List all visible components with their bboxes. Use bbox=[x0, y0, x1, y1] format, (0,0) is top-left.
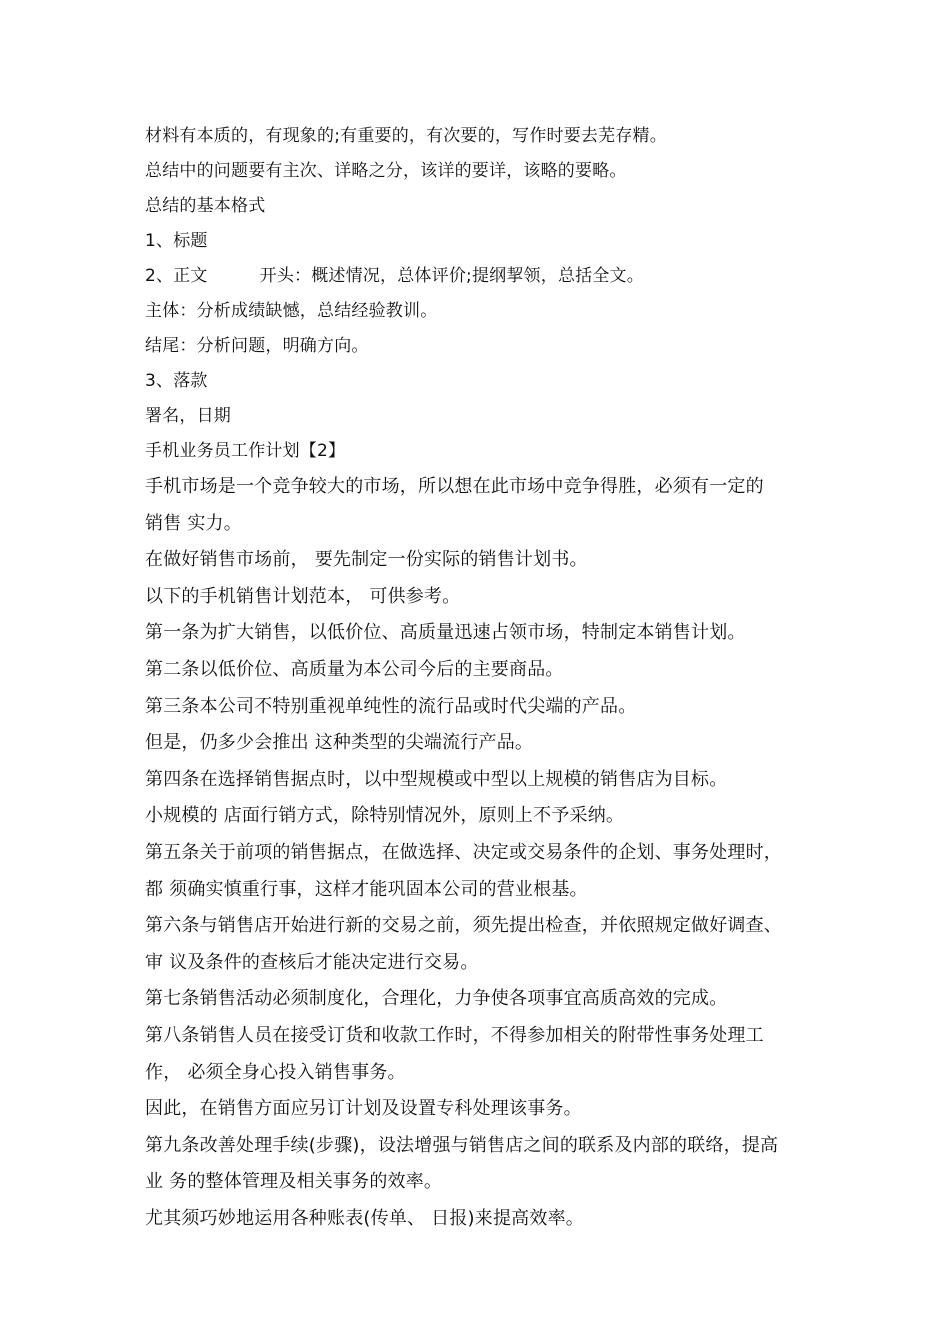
article-line: 第三条本公司不特别重视单纯性的流行品或时代尖端的产品。 bbox=[145, 695, 637, 717]
list-item-title: 1、标题 bbox=[145, 231, 208, 251]
article-line: 第四条在选择销售据点时，以中型规模或中型以上规模的销售店为目标。 bbox=[145, 768, 728, 790]
section-title: 手机业务员工作计划【2】 bbox=[145, 441, 346, 461]
paragraph-line: 署名，日期 bbox=[145, 406, 231, 426]
paragraph-line: 作， 必须全身心投入销售事务。 bbox=[145, 1061, 406, 1083]
list-item-label: 2、正文 bbox=[145, 266, 208, 286]
article-line: 第二条以低价位、高质量为本公司今后的主要商品。 bbox=[145, 658, 564, 680]
paragraph-line: 在做好销售市场前， 要先制定一份实际的销售计划书。 bbox=[145, 549, 588, 571]
list-item-signature: 3、落款 bbox=[145, 371, 208, 391]
paragraph-line: 材料有本质的，有现象的;有重要的，有次要的，写作时要去芜存精。 bbox=[145, 126, 667, 146]
paragraph-line: 以下的手机销售计划范本， 可供参考。 bbox=[145, 585, 461, 607]
article-line: 第五条关于前项的销售据点，在做选择、决定或交易条件的企划、事务处理时， bbox=[145, 841, 782, 863]
list-item-text: 开头：概述情况，总体评价;提纲挈领，总括全文。 bbox=[259, 266, 644, 286]
paragraph-line: 销售 实力。 bbox=[145, 512, 242, 534]
paragraph-line: 手机市场是一个竞争较大的市场，所以想在此市场中竞争得胜，必须有一定的 bbox=[145, 476, 764, 497]
paragraph-line: 小规模的 店面行销方式，除特别情况外，原则上不予采纳。 bbox=[145, 805, 625, 827]
article-line: 第七条销售活动必须制度化，合理化，力争使各项事宜高质高效的完成。 bbox=[145, 988, 728, 1010]
paragraph-line: 结尾：分析问题，明确方向。 bbox=[145, 336, 369, 356]
paragraph-line: 但是，仍多少会推出 这种类型的尖端流行产品。 bbox=[145, 732, 534, 754]
list-item-body bbox=[145, 259, 835, 294]
article-line: 第六条与销售店开始进行新的交易之前，须先提出检查，并依照规定做好调查、 bbox=[145, 915, 782, 937]
article-line: 第八条销售人员在接受订货和收款工作时，不得参加相关的附带性事务处理工 bbox=[145, 1024, 764, 1046]
paragraph-line: 业 务的整体管理及相关事务的效率。 bbox=[145, 1171, 443, 1193]
paragraph-line: 尤其须巧妙地运用各种账表(传单、 日报)来提高效率。 bbox=[145, 1207, 584, 1229]
article-line: 第九条改善处理手续(步骤)，设法增强与销售店之间的联系及内部的联络，提高 bbox=[145, 1134, 779, 1156]
document-body bbox=[145, 119, 835, 1237]
section-heading: 总结的基本格式 bbox=[145, 196, 266, 216]
paragraph-line: 总结中的问题要有主次、详略之分，该详的要详，该略的要略。 bbox=[145, 161, 627, 181]
paragraph-line: 因此，在销售方面应另订计划及设置专科处理该事务。 bbox=[145, 1098, 582, 1120]
paragraph-line: 审 议及条件的查核后才能决定进行交易。 bbox=[145, 951, 479, 973]
paragraph-line: 主体：分析成绩缺憾，总结经验教训。 bbox=[145, 301, 438, 321]
article-line: 第一条为扩大销售，以低价位、高质量迅速占领市场，特制定本销售计划。 bbox=[145, 622, 746, 644]
paragraph-line: 都 须确实慎重行事，这样才能巩固本公司的营业根基。 bbox=[145, 878, 588, 900]
